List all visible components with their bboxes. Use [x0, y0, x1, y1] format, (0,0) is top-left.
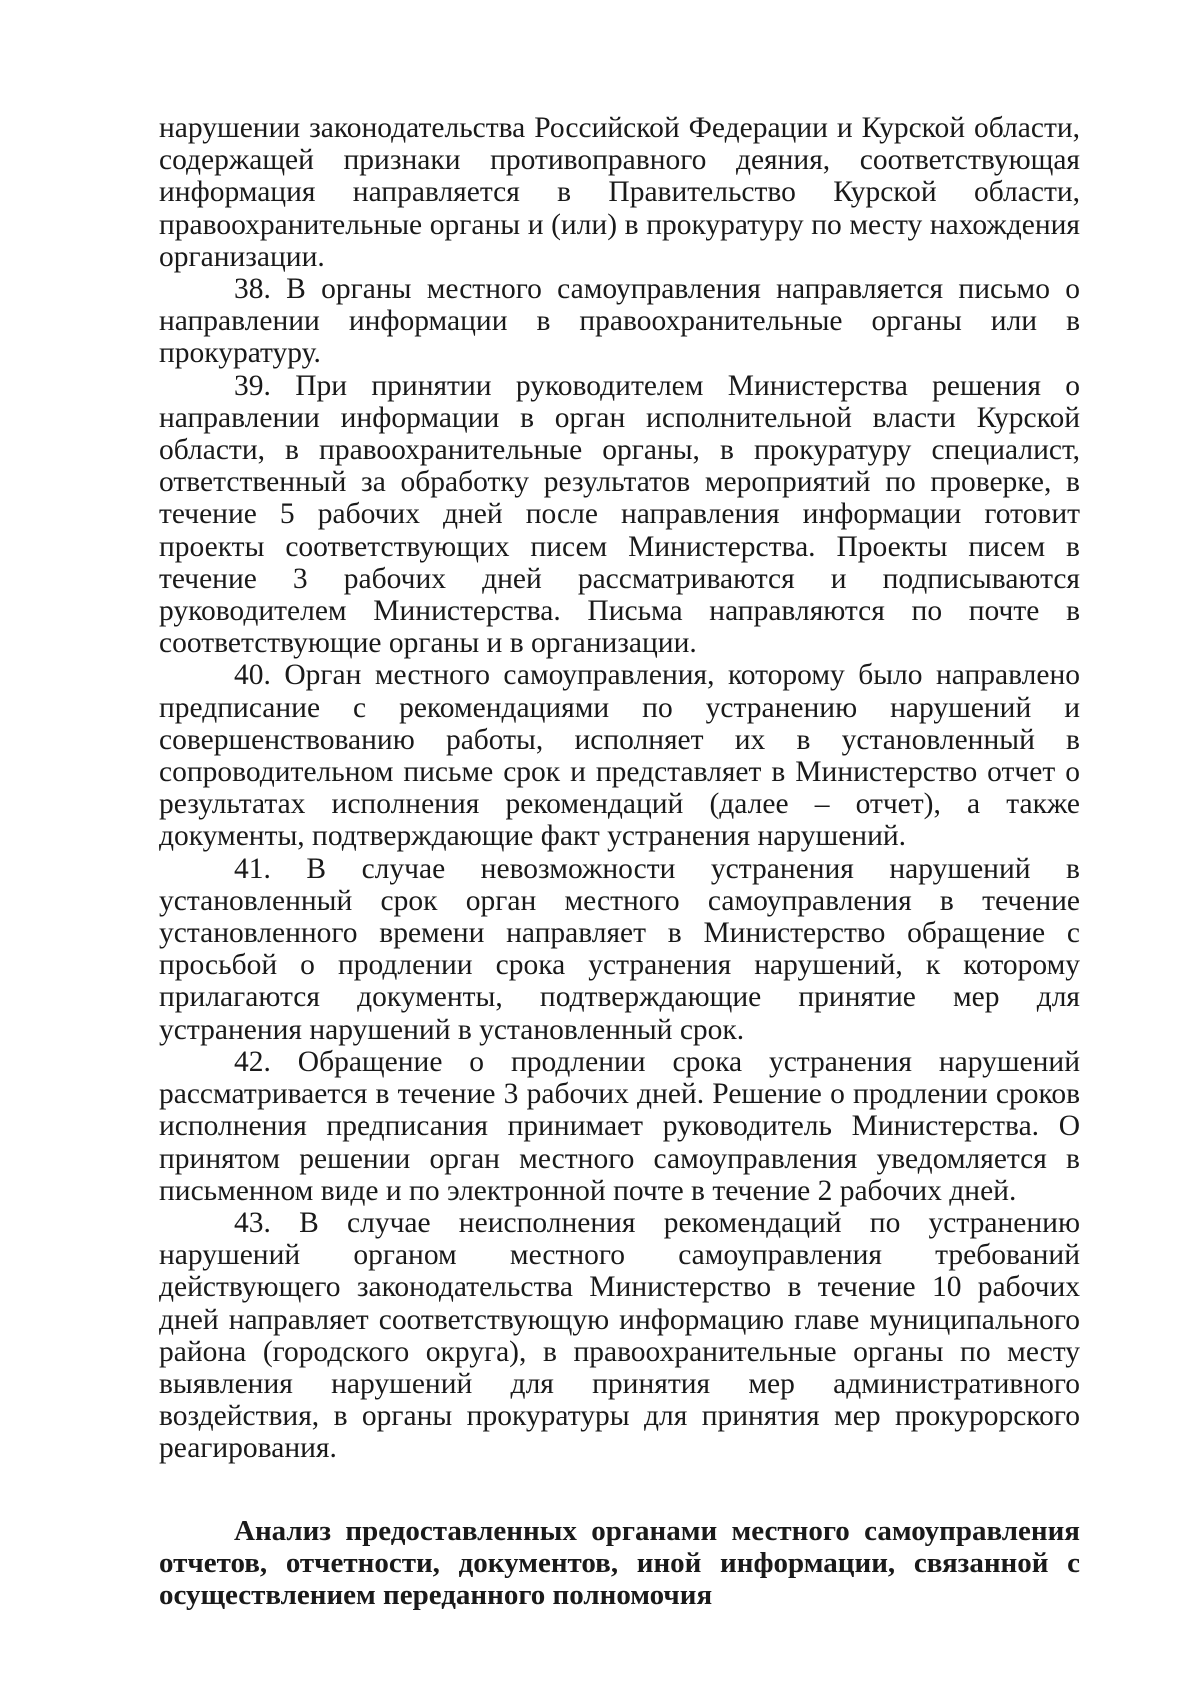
paragraph-41: 41. В случае невозможности устранения нарушений в установленный срок орган местного самоуправления в течение установленного времени направляет в Министерство обращение с просьбой о продлении срока устранения нарушений, к которому прилагаются документы, подтверждающие принятие мер для устранения нарушений в установленный срок. [159, 852, 1080, 1046]
paragraph-40: 40. Орган местного самоуправления, которому было направлено предписание с рекомендациями по устранению нарушений и совершенствованию работы, исполняет их в установленный в сопроводительном письме срок и представляет в Министерство отчет о результатах исполнения рекомендаций (далее – отчет), а также документы, подтверждающие факт устранения нарушений. [159, 659, 1080, 853]
document-page [159, 112, 1080, 1611]
paragraph-continuation: нарушении законодательства Российской Федерации и Курской области, содержащей признаки противоправного деяния, соответствующая информация направляется в Правительство Курской области, правоохранительные органы и (или) в прокуратуру по месту нахождения организации. [159, 112, 1080, 273]
paragraph-38: 38. В органы местного самоуправления направляется письмо о направлении информации в правоохранительные органы или в прокуратуру. [159, 273, 1080, 370]
paragraph-43: 43. В случае неисполнения рекомендаций по устранению нарушений органом местного самоуправления требований действующего законодательства Министерство в течение 10 рабочих дней направляет соответствующую информацию главе муниципального района (городского округа), в правоохранительные органы по месту выявления нарушений для принятия мер административного воздействия, в органы прокуратуры для принятия мер прокурорского реагирования. [159, 1206, 1080, 1465]
section-heading: Анализ предоставленных органами местного самоуправления отчетов, отчетности, документов, иной информации, связанной с осуществлением переданного полномочия [159, 1514, 1080, 1611]
paragraph-39: 39. При принятии руководителем Министерства решения о направлении информации в орган исполнительной власти Курской области, в правоохранительные органы, в прокуратуру специалист, ответственный за обработку результатов мероприятий по проверке, в течение 5 рабочих дней после направления информации готовит проекты соответствующих писем Министерства. Проекты писем в течение 3 рабочих дней рассматриваются и подписываются руководителем Министерства. Письма направляются по почте в соответствующие органы и в организации. [159, 369, 1080, 660]
paragraph-42: 42. Обращение о продлении срока устранения нарушений рассматривается в течение 3 рабочих дней. Решение о продлении сроков исполнения предписания принимает руководитель Министерства. О принятом решении орган местного самоуправления уведомляется в письменном виде и по электронной почте в течение 2 рабочих дней. [159, 1045, 1080, 1207]
